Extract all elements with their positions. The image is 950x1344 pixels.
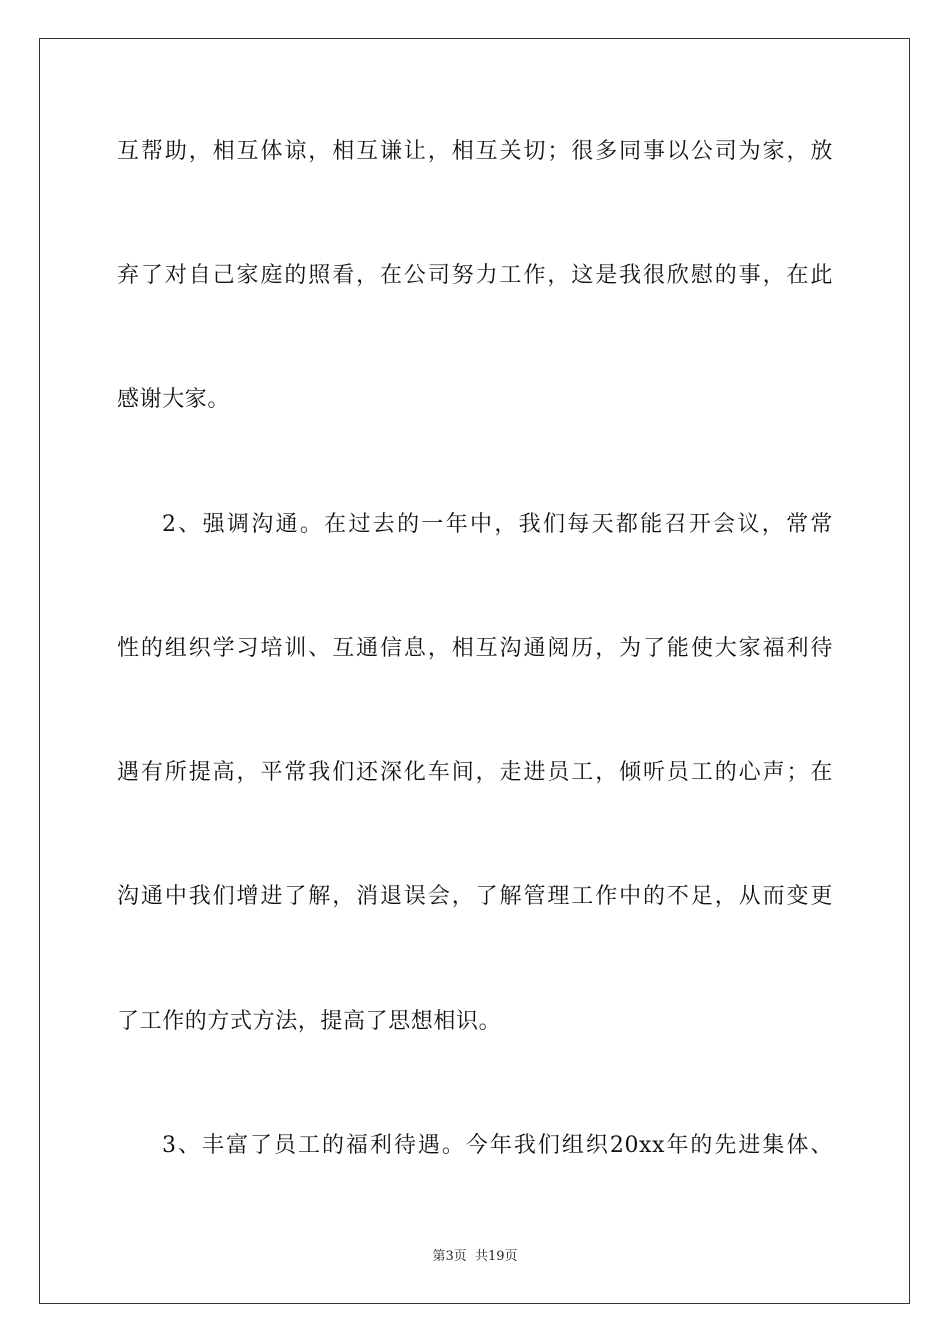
body-line-4: 2、强调沟通。在过去的一年中，我们每天都能召开会议，常常 bbox=[162, 512, 833, 537]
body-line-1: 互帮助，相互体谅，相互谦让，相互关切；很多同事以公司为家，放 bbox=[117, 139, 833, 164]
body-line-5: 性的组织学习培训、互通信息，相互沟通阅历，为了能使大家福利待 bbox=[117, 636, 833, 661]
body-line-8: 了工作的方式方法，提高了思想相识。 bbox=[117, 1009, 502, 1034]
page-number-footer: 第3页 共19页 bbox=[432, 1249, 518, 1264]
body-line-7: 沟通中我们增进了解，消退误会，了解管理工作中的不足，从而变更 bbox=[117, 884, 833, 909]
body-line-2: 弃了对自己家庭的照看，在公司努力工作，这是我很欣慰的事，在此 bbox=[117, 263, 833, 288]
body-line-6: 遇有所提高，平常我们还深化车间，走进员工，倾听员工的心声；在 bbox=[117, 760, 833, 785]
page-border bbox=[39, 38, 910, 1304]
body-line-9: 3、丰富了员工的福利待遇。今年我们组织20xx年的先进集体、 bbox=[162, 1133, 833, 1158]
body-line-3: 感谢大家。 bbox=[117, 387, 231, 412]
